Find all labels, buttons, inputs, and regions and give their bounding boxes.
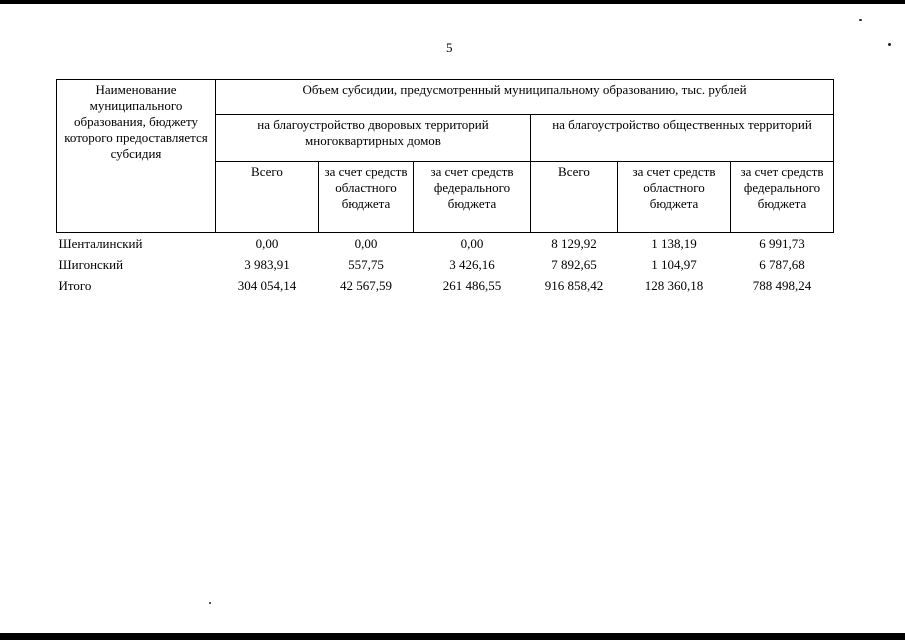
row-name: Шигонский: [58, 256, 124, 272]
scan-speck: [859, 19, 862, 21]
cell-public-total: 916 858,42: [544, 277, 604, 293]
table-row: [57, 233, 834, 255]
header-subsidy-volume: Объем субсидии, предусмотренный муниципальному образованию, тыс. рублей: [216, 80, 834, 115]
cell-public-regional: 1 138,19: [651, 235, 697, 251]
cell-public-total: 8 129,92: [551, 235, 597, 251]
cell-public-regional: 128 360,18: [644, 277, 704, 293]
header-public-federal: за счет средств федерального бюджета: [731, 162, 834, 233]
table-row-total: [57, 275, 834, 296]
scan-speck: [209, 602, 211, 604]
scan-speck: [888, 43, 891, 46]
cell-public-federal: 788 498,24: [752, 277, 812, 293]
header-group-public: на благоустройство общественных территорий: [531, 115, 834, 162]
row-name: Итого: [58, 277, 92, 293]
cell-yard-federal: 261 486,55: [442, 277, 502, 293]
row-name: Шенталинский: [58, 235, 143, 251]
cell-yard-federal: 3 426,16: [449, 256, 495, 272]
scan-border-top: [0, 0, 905, 4]
table-row: [57, 254, 834, 275]
header-public-regional: за счет средств областного бюджета: [618, 162, 731, 233]
cell-yard-regional: 42 567,59: [340, 277, 392, 293]
cell-public-federal: 6 991,73: [759, 235, 805, 251]
cell-yard-federal: 0,00: [460, 235, 484, 251]
cell-public-federal: 6 787,68: [759, 256, 805, 272]
subsidy-table: [56, 79, 834, 296]
cell-yard-regional: 0,00: [354, 235, 378, 251]
header-group-yards: на благоустройство дворовых территорий многоквартирных домов: [216, 115, 531, 162]
cell-public-regional: 1 104,97: [651, 256, 697, 272]
cell-yard-regional: 557,75: [348, 256, 384, 272]
header-municipality: Наименование муниципального образования, бюджету которого предоставляется субсидия: [57, 80, 216, 233]
cell-yard-total: 304 054,14: [237, 277, 297, 293]
cell-yard-total: 3 983,91: [244, 256, 290, 272]
header-yards-regional: за счет средств областного бюджета: [319, 162, 414, 233]
page-number: 5: [446, 40, 453, 55]
header-public-total: Всего: [531, 162, 618, 233]
cell-yard-total: 0,00: [255, 235, 279, 251]
cell-public-total: 7 892,65: [551, 256, 597, 272]
header-yards-total: Всего: [216, 162, 319, 233]
scan-border-bottom: [0, 633, 905, 640]
header-yards-federal: за счет средств федерального бюджета: [414, 162, 531, 233]
